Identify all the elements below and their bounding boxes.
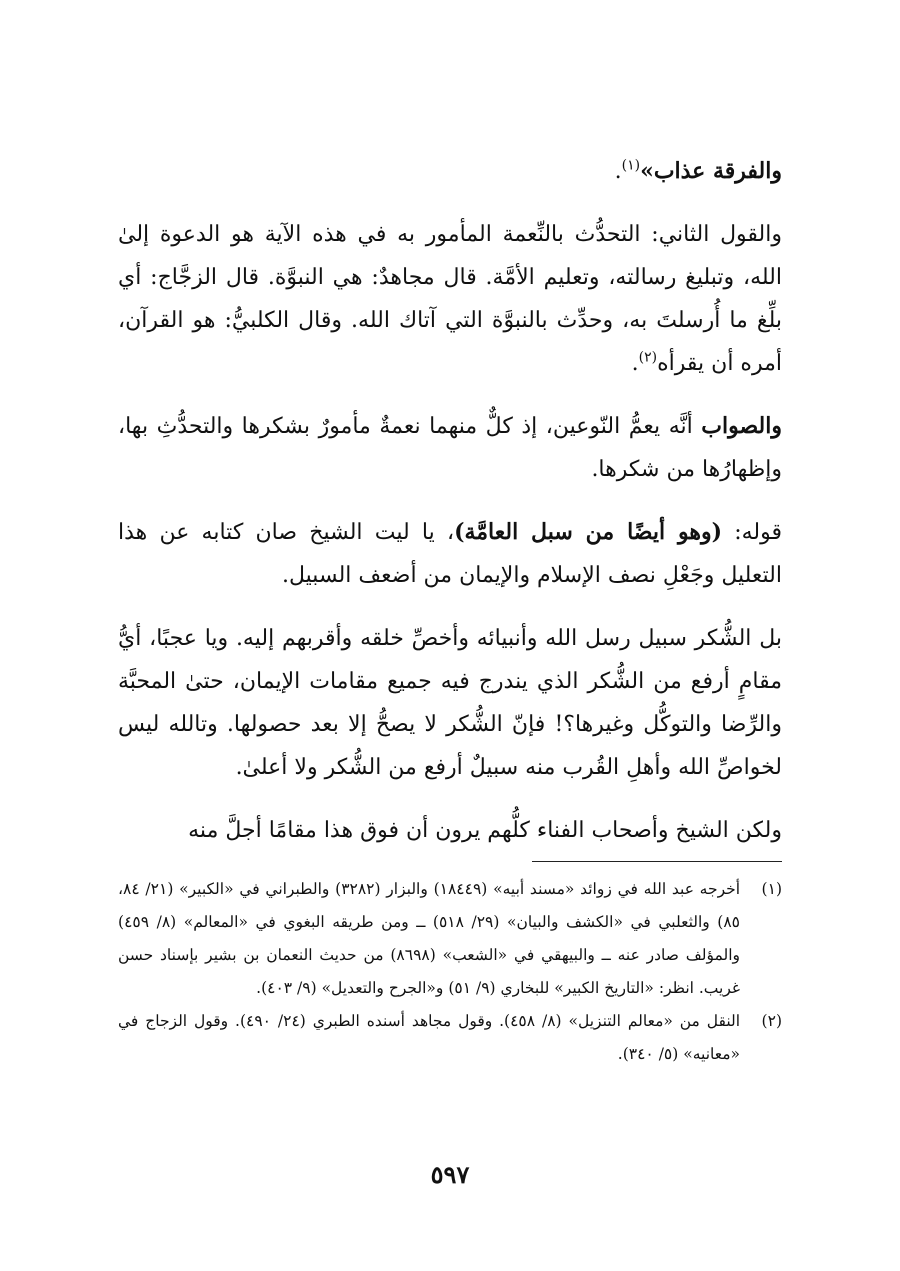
footnotes (118, 873, 782, 1071)
footnote-1-text: أخرجه عبد الله في زوائد «مسند أبيه» (١٨٤٤٩) والبزار (٣٢٨٢) والطبراني في «الكبير» (٢١/ ٨٤، ٨٥) والثعلبي في «الكشف والبيان» (٢٩/ ٥١٨) ــ ومن طريقه البغوي في «المعالم» (٨/ ٤٥٩) والمؤلف صادر عنه ــ والبيهقي في «الشعب» (٨٦٩٨) من حديث النعمان بن بشير بإسناد حسن غريب. انظر: «التاريخ الكبير» للبخاري (٩/ ٥١) و«الجرح والتعديل» (٩/ ٤٠٣). (118, 880, 741, 997)
paragraph-3-text: أنَّه يعمُّ النّوعين، إذ كلٌّ منهما نعمةٌ مأمورٌ بشكرها والتحدُّثِ بها، وإظهارُها من شكرها. (118, 414, 782, 482)
paragraph-5-text: بل الشُّكر سبيل رسل الله وأنبيائه وأخصِّ خلقه وأقربهم إليه. ويا عجبًا، أيُّ مقامٍ أرفع من الشُّكر الذي يندرج فيه جميع مقامات الإيمان، حتىٰ المحبَّة والرِّضا والتوكُّل وغيرها؟! فإنّ الشُّكر لا يصحُّ إلا بعد حصولها. وتالله ليس لخواصِّ الله وأهلِ القُرب منه سبيلٌ أرفع من الشُّكر ولا أعلىٰ. (118, 626, 782, 780)
footnote-2-number: (٢) (761, 1012, 782, 1030)
footnote-1 (118, 873, 782, 1005)
paragraph-4-quote: (وهو أيضًا من سبل العامَّة) (454, 519, 722, 545)
paragraph-4-text: ، يا ليت الشيخ صان كتابه عن هذا التعليل وجَعْلِ نصف الإسلام والإيمان من أضعف السبيل. (118, 520, 782, 588)
paragraph-2 (118, 213, 782, 385)
paragraph-1 (118, 150, 782, 193)
main-text (118, 150, 782, 872)
paragraph-3 (118, 405, 782, 491)
paragraph-1-end: . (614, 159, 622, 184)
paragraph-6-text: ولكن الشيخ وأصحاب الفناء كلُّهم يرون أن فوق هذا مقامًا أجلَّ منه (188, 818, 782, 843)
footnote-2-text: النقل من «معالم التنزيل» (٨/ ٤٥٨). وقول مجاهد أسنده الطبري (٢٤/ ٤٩٠). وقول الزجاج في «معانيه» (٥/ ٣٤٠). (118, 1012, 741, 1063)
paragraph-6 (118, 809, 782, 852)
footnote-ref-2: (٢) (638, 349, 658, 366)
paragraph-1-text: والفرقة عذاب» (640, 158, 782, 184)
paragraph-2-end: . (631, 351, 639, 376)
paragraph-2-text: والقول الثاني: التحدُّث بالنِّعمة المأمور به في هذه الآية هو الدعوة إلىٰ الله، وتبليغ رسالته، وتعليم الأمَّة. قال مجاهدٌ: هي النبوَّة. قال الزجَّاج: أي بلِّغ ما أُرسلتَ به، وحدِّث بالنبوَّة التي آتاك الله. وقال الكلبيُّ: هو القرآن، أمره أن يقرأه (118, 222, 782, 376)
footnote-2 (118, 1005, 782, 1071)
footnote-1-number: (١) (761, 880, 782, 898)
page-number: ٥٩٧ (430, 1160, 470, 1189)
paragraph-4-lead: قوله: (721, 520, 782, 545)
paragraph-4 (118, 511, 782, 597)
paragraph-5 (118, 617, 782, 789)
footnote-ref-1: (١) (621, 157, 641, 174)
footnote-divider (532, 861, 782, 862)
paragraph-3-bold: والصواب (701, 413, 782, 439)
